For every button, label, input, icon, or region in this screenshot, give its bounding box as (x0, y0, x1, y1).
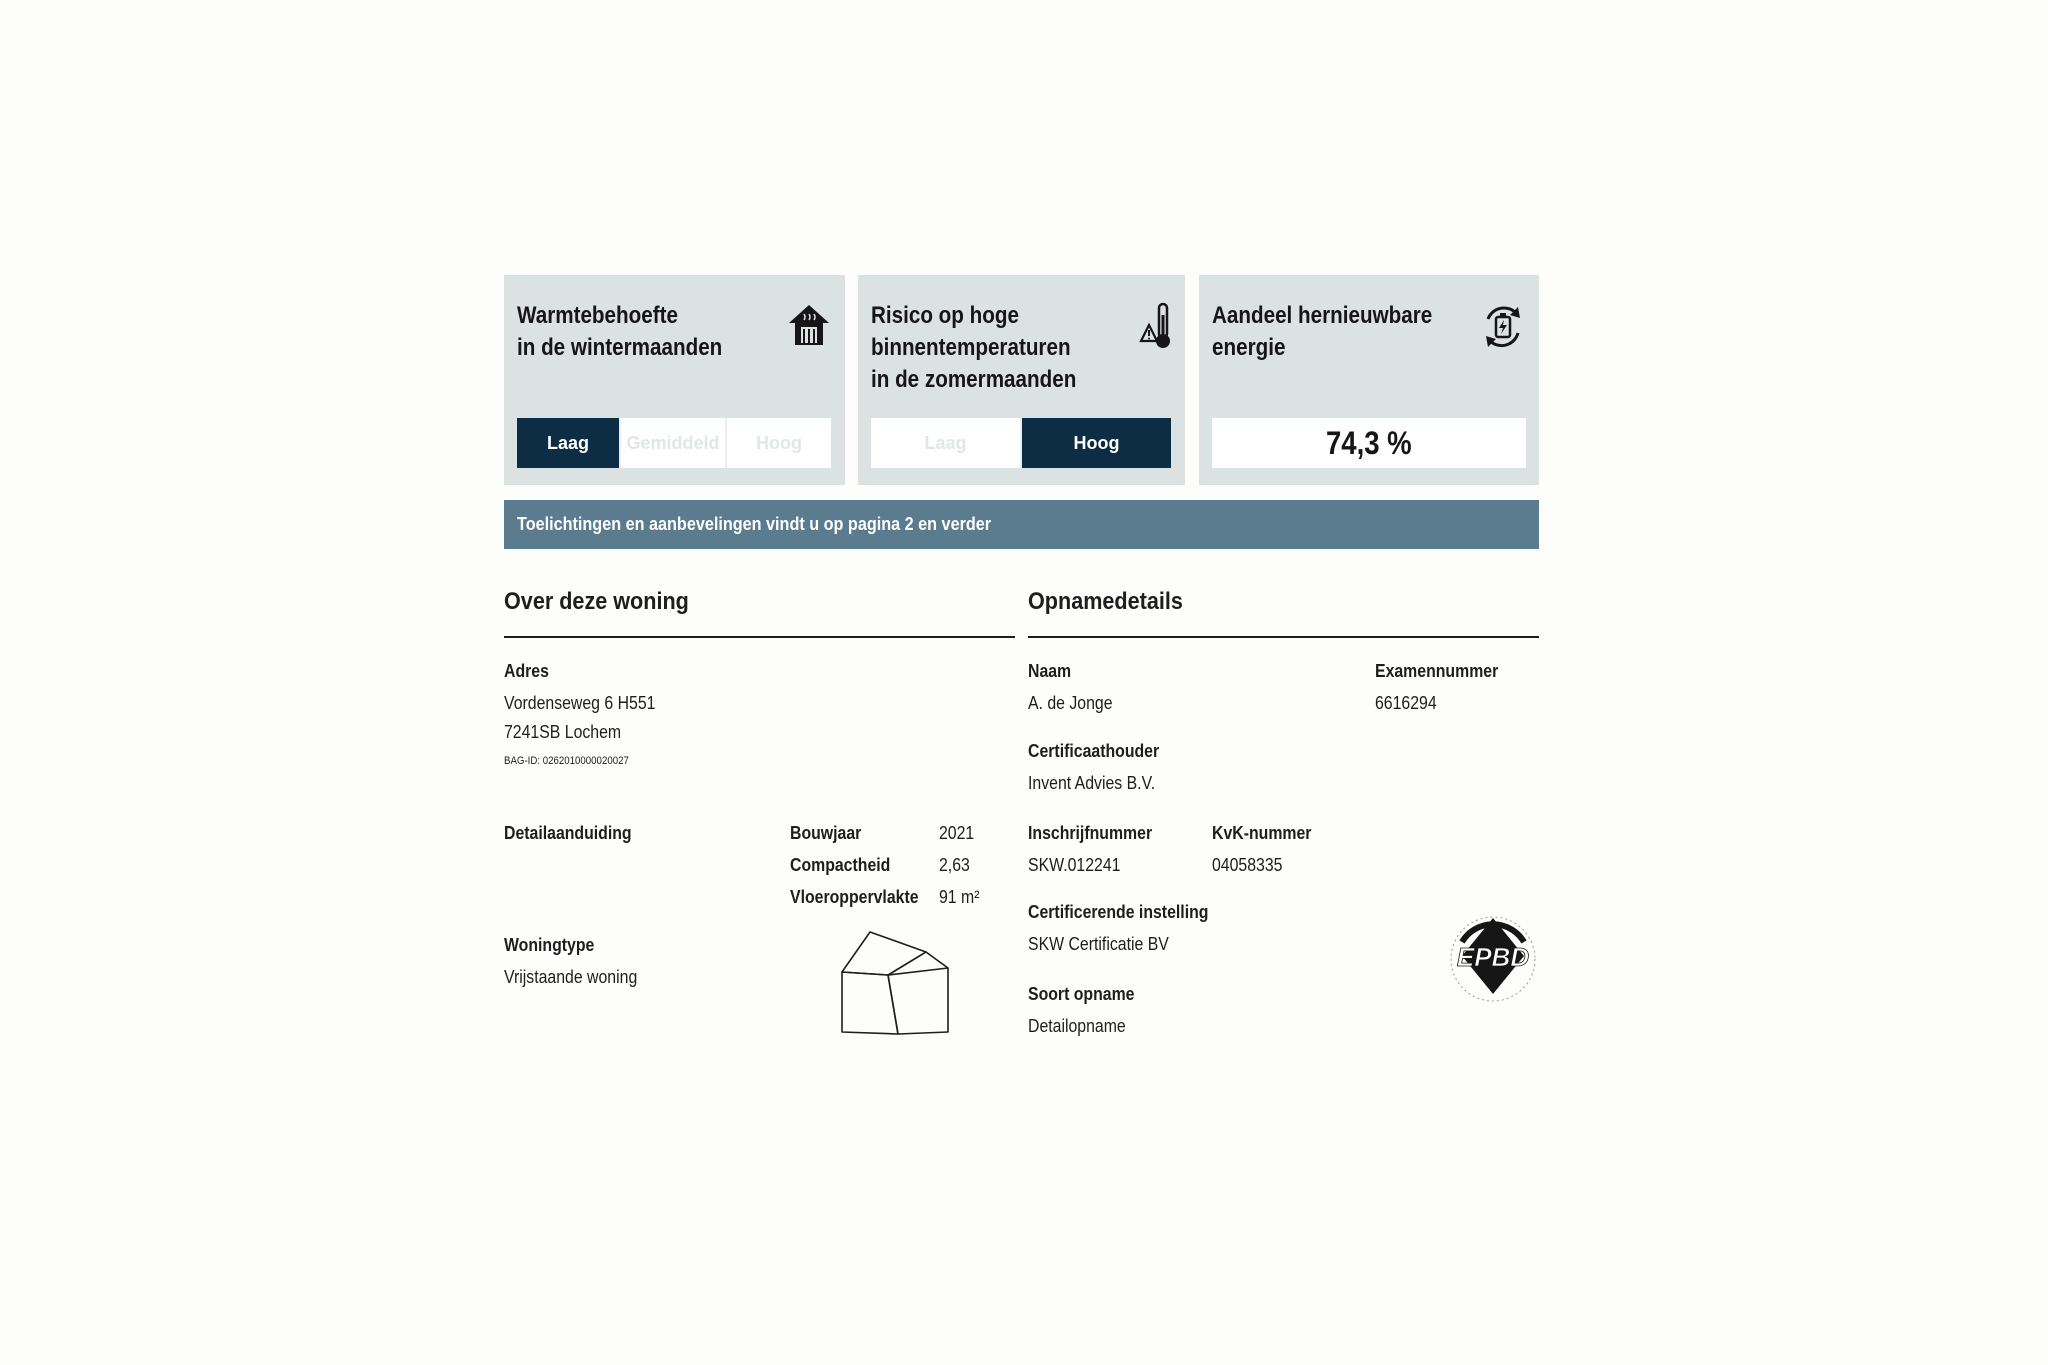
heat-demand-card (504, 275, 845, 485)
woningtype-label: Woningtype (504, 935, 595, 955)
naam-label: Naam (1028, 661, 1072, 681)
woning-section-rule (504, 636, 1015, 638)
renewable-energy-icon (1480, 301, 1526, 353)
naam-value: A. de Jonge (1028, 693, 1113, 713)
detached-house-icon (838, 928, 950, 1036)
compactheid-value: 2,63 (939, 855, 970, 875)
heat-option-hoog: Hoog (756, 433, 802, 453)
kvk-nummer-label: KvK-nummer (1212, 823, 1312, 843)
vloeroppervlakte-label: Vloeroppervlakte (790, 887, 919, 907)
certificaathouder-label: Certificaathouder (1028, 741, 1160, 761)
overheating-risk-title: Risico op hoge binnentemperaturen in de zomermaanden (871, 302, 1077, 393)
inschrijfnummer-value: SKW.012241 (1028, 855, 1121, 875)
certificerende-instelling-label: Certificerende instelling (1028, 902, 1209, 922)
certificerende-instelling-value: SKW Certificatie BV (1028, 934, 1169, 954)
compactheid-label: Compactheid (790, 855, 891, 875)
bag-id: BAG-ID: 0262010000020027 (504, 755, 629, 767)
woningtype-value: Vrijstaande woning (504, 967, 638, 987)
opname-section-title: Opnamedetails (1028, 588, 1183, 615)
vloeroppervlakte-value: 91 m² (939, 887, 980, 907)
thermometer-warning-icon (1139, 301, 1175, 351)
overheat-option-laag: Laag (871, 418, 1022, 468)
house-heating-icon (787, 301, 831, 349)
certificaathouder-value: Invent Advies B.V. (1028, 773, 1156, 793)
bouwjaar-label: Bouwjaar (790, 823, 862, 843)
adres-label: Adres (504, 661, 549, 681)
renewable-share-value: 74,3 % (1212, 418, 1526, 468)
heat-option-gemiddeld: Gemiddeld (621, 418, 727, 468)
overheat-option-hoog: Hoog (1022, 418, 1171, 468)
opname-section-rule (1028, 636, 1539, 638)
kvk-nummer-value: 04058335 (1212, 855, 1283, 875)
soort-opname-label: Soort opname (1028, 984, 1135, 1004)
bouwjaar-value: 2021 (939, 823, 975, 843)
epbd-logo-text: EPBD (1456, 942, 1530, 972)
inschrijfnummer-label: Inschrijfnummer (1028, 823, 1153, 843)
detailaanduiding-label: Detailaanduiding (504, 823, 632, 843)
epbd-logo (1446, 904, 1540, 1014)
adres-line1: Vordenseweg 6 H551 (504, 693, 656, 713)
overheating-risk-card (858, 275, 1185, 485)
renewable-share-title: Aandeel hernieuwbare energie (1212, 302, 1433, 361)
adres-line2: 7241SB Lochem (504, 722, 622, 742)
examennummer-label: Examennummer (1375, 661, 1499, 681)
heat-option-laag: Laag (517, 418, 621, 468)
woning-section-title: Over deze woning (504, 588, 689, 615)
examennummer-value: 6616294 (1375, 693, 1437, 713)
info-banner: Toelichtingen en aanbevelingen vindt u op pagina 2 en verder (504, 500, 1539, 549)
soort-opname-value: Detailopname (1028, 1016, 1126, 1036)
renewable-share-card (1199, 275, 1539, 485)
overheating-risk-scale (871, 418, 1171, 468)
heat-demand-title: Warmtebehoefte in de wintermaanden (517, 302, 723, 361)
heat-demand-scale (517, 418, 831, 468)
